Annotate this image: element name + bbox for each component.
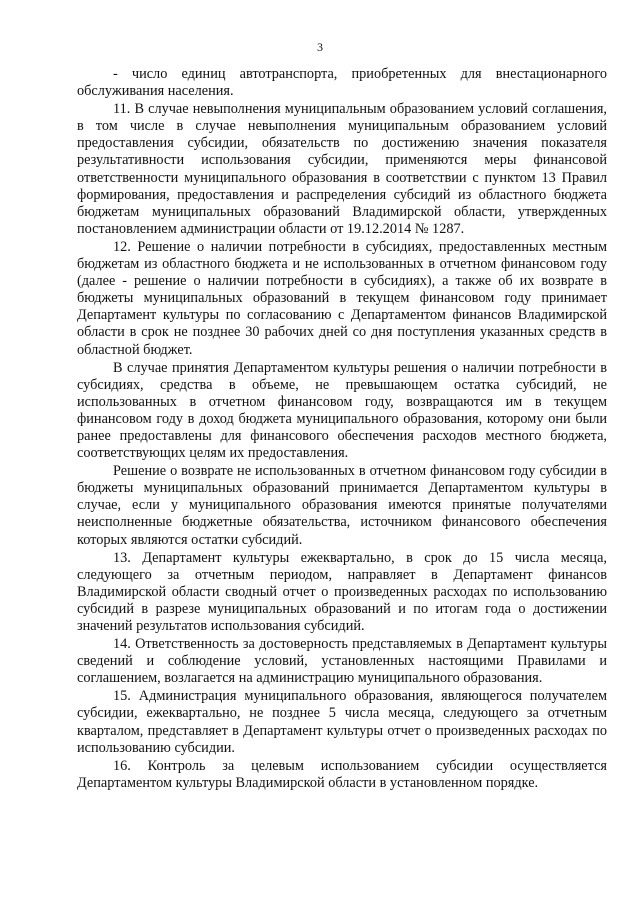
- paragraph-14: 14. Ответственность за достоверность представляемых в Департамент культуры сведений и соблюдение условий, установленных настоящими Правилами и соглашением, возлагается на администрацию муниципального образования.: [77, 636, 607, 687]
- paragraph-15: 15. Администрация муниципального образования, являющегося получателем субсидии, ежеквартально, не позднее 5 числа месяца, следующего за отчетным кварталом, представляет в Департамент культуры отчет о произведенных расходах по использованию субсидии.: [77, 688, 607, 756]
- document-body: [77, 66, 607, 792]
- page-number: 3: [317, 40, 323, 54]
- paragraph-12: 12. Решение о наличии потребности в субсидиях, предоставленных местным бюджетам из областного бюджета и не использованных в отчетном финансовом году (далее - решение о наличии потребности в субсидиях), а также об их возврате в бюджеты муниципальных образований в текущем финансовом году принимает Департамент культуры по согласованию с Департаментом финансов Владимирской области в срок не позднее 30 рабочих дней со дня поступления указанных средств в областной бюджет.: [77, 238, 607, 358]
- paragraph-12-return-decision: Решение о возврате не использованных в отчетном финансовом году субсидии в бюджеты муниципальных образований принимается Департаментом культуры в случае, если у муниципального образования имеются принятые получателями неисполненные бюджетные обязательства, источником финансового обеспечения которых являются остатки субсидий.: [77, 463, 607, 548]
- paragraph-13: 13. Департамент культуры ежеквартально, в срок до 15 числа месяца, следующего за отчетным периодом, направляет в Департамент финансов Владимирской области сводный отчет о произведенных расходах по использованию субсидий в разрезе муниципальных образований и по итогам года о достижении значений результатов использования субсидий.: [77, 549, 607, 634]
- paragraph-11: 11. В случае невыполнения муниципальным образованием условий соглашения, в том числе в случае невыполнения муниципальным образованием условий предоставления субсидии, обязательств по достижению значения показателя результативности использования субсидии, применяются меры финансовой ответственности муниципального образования в соответствии с пунктом 13 Правил формирования, предоставления и распределения субсидий из областного бюджета бюджетам муниципальных образований Владимирской области, утвержденных постановлением администрации области от 19.12.2014 № 1287.: [77, 101, 607, 237]
- paragraph-vehicles-count: - число единиц автотранспорта, приобретенных для внестационарного обслуживания населения.: [77, 66, 607, 100]
- paragraph-16: 16. Контроль за целевым использованием субсидии осуществляется Департаментом культуры Владимирской области в установленном порядке.: [77, 757, 607, 791]
- paragraph-12-acceptance: В случае принятия Департаментом культуры решения о наличии потребности в субсидиях, средства в объеме, не превышающем остатка субсидий, не использованных в отчетном финансовом году, возвращаются им в текущем финансовом году в доход бюджета муниципального образования, которому они были ранее предоставлены для финансового обеспечения расходов местного бюджета, соответствующих целям их предоставления.: [77, 359, 607, 462]
